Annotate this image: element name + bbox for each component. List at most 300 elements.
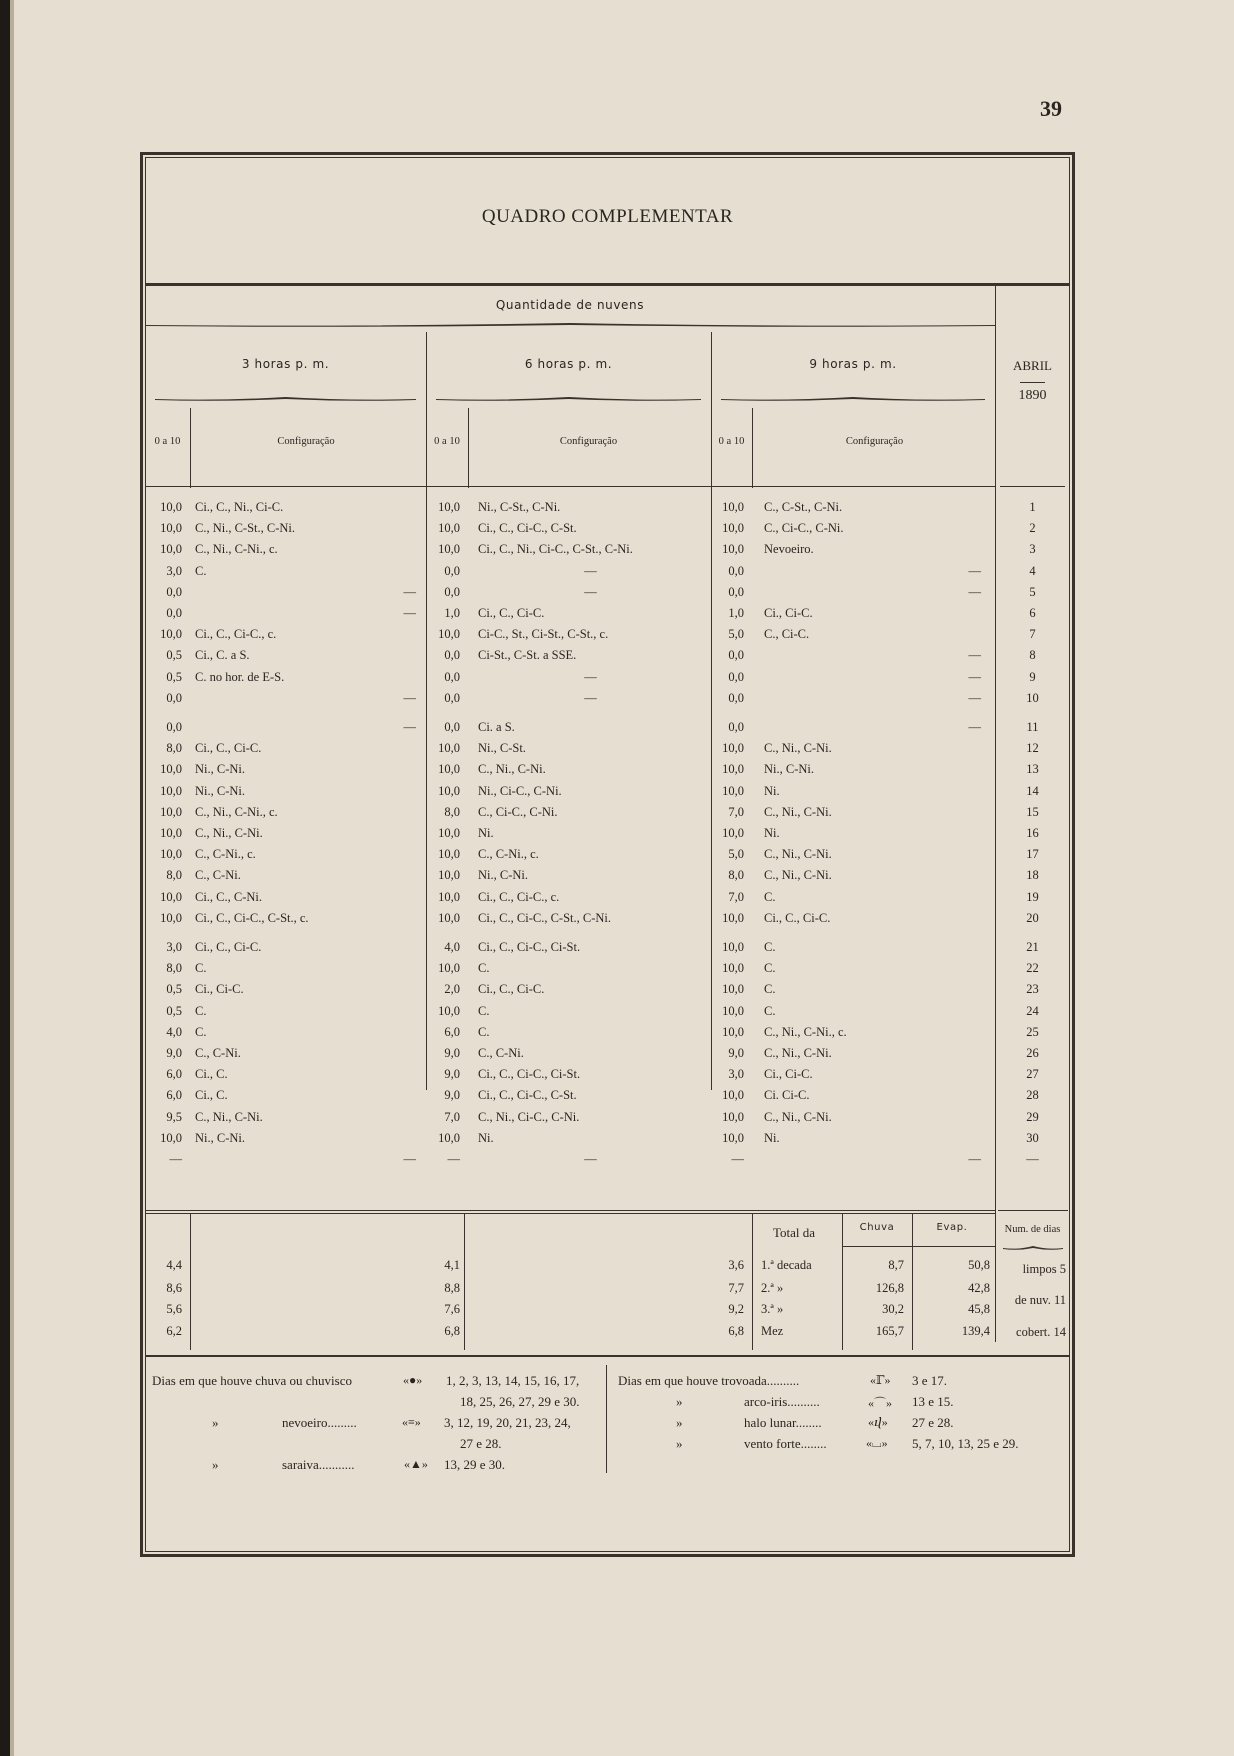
mean-9pm-4: 6,8 — [728, 1324, 744, 1338]
row-4-amount-3pm: 3,0 — [166, 563, 182, 578]
row-2-amount-3pm: 10,0 — [160, 521, 182, 536]
row-4-amount-9pm: 0,0 — [728, 563, 744, 578]
row-1-amount-6pm: 10,0 — [438, 500, 460, 514]
row-26-day: 26 — [1026, 1046, 1039, 1060]
fn-fog-days: 3, 12, 19, 20, 21, 23, 24, — [444, 1415, 571, 1430]
row-4-config-9pm: — — [968, 563, 981, 578]
totals-header-rule — [842, 1246, 995, 1247]
amount-col-header-1: 0 a 10 — [154, 436, 181, 447]
row-2-amount-9pm: 10,0 — [722, 521, 744, 536]
row-13-amount-6pm: 10,0 — [438, 762, 460, 777]
row-18-amount-9pm: 8,0 — [728, 868, 744, 883]
row-21-config-9pm: C. — [764, 940, 776, 954]
days-header: Num. de dias — [1004, 1224, 1061, 1235]
row-7-config-3pm: Ci., C., Ci-C., c. — [195, 627, 277, 642]
period-rule-tilde-1 — [155, 395, 416, 403]
row-9-config-9pm: — — [968, 669, 981, 684]
row-23-day: 23 — [1026, 982, 1039, 997]
row-25-day: 25 — [1026, 1024, 1039, 1039]
row-21-amount-6pm: 4,0 — [444, 940, 460, 954]
totals-row-2-chuva: 126,8 — [875, 1281, 904, 1295]
row-25-config-9pm: C., Ni., C-Ni., c. — [764, 1024, 847, 1039]
row-22-config-6pm: C. — [478, 961, 490, 976]
row-28-config-6pm: Ci., C., Ci-C., C-St. — [478, 1088, 577, 1103]
row-23-config-3pm: Ci., Ci-C. — [195, 982, 244, 997]
row-14-config-3pm: Ni., C-Ni. — [195, 783, 245, 798]
row-1-amount-3pm: 10,0 — [160, 500, 182, 514]
row-3-day: 3 — [1029, 542, 1036, 557]
row-16-amount-9pm: 10,0 — [722, 826, 744, 840]
row-23-config-9pm: C. — [764, 982, 776, 997]
row-22-amount-9pm: 10,0 — [722, 961, 744, 976]
row-6-amount-3pm: 0,0 — [166, 606, 182, 620]
row-29-config-3pm: C., Ni., C-Ni. — [195, 1109, 263, 1124]
footnote-divider — [606, 1365, 607, 1473]
row-15-amount-9pm: 7,0 — [728, 804, 744, 819]
row-11-config-3pm: — — [403, 720, 416, 734]
row-25-config-3pm: C. — [195, 1024, 207, 1039]
row-15-config-6pm: C., Ci-C., C-Ni. — [478, 804, 558, 819]
row-27-day: 27 — [1026, 1067, 1039, 1082]
row-27-amount-3pm: 6,0 — [166, 1067, 182, 1082]
row-10-amount-3pm: 0,0 — [166, 690, 182, 705]
row-25-config-6pm: C. — [478, 1024, 490, 1039]
mean-3pm-1: 4,4 — [166, 1258, 182, 1272]
row-27-config-3pm: Ci., C. — [195, 1067, 228, 1082]
totals-row-1-evap: 50,8 — [968, 1258, 990, 1272]
row-24-amount-6pm: 10,0 — [438, 1003, 460, 1018]
totals-row-4-chuva: 165,7 — [875, 1324, 904, 1338]
row-30-amount-6pm: 10,0 — [438, 1130, 460, 1145]
row-25-amount-3pm: 4,0 — [166, 1024, 182, 1039]
row-14-config-9pm: Ni. — [764, 783, 780, 798]
row-3-config-9pm: Nevoeiro. — [764, 542, 814, 557]
fn-thunder-label: Dias em que houve trovoada.......... — [618, 1373, 800, 1388]
fn-wind-prefix: » — [676, 1436, 683, 1451]
row-26-config-3pm: C., C-Ni. — [195, 1046, 241, 1060]
row-2-config-3pm: C., Ni., C-St., C-Ni. — [195, 521, 296, 536]
row-30-day: 30 — [1026, 1130, 1039, 1145]
group-header: Quantidade de nuvens — [495, 298, 645, 312]
row-10-amount-6pm: 0,0 — [444, 690, 460, 705]
subheader-rule — [145, 486, 995, 487]
row-26-amount-9pm: 9,0 — [728, 1046, 744, 1060]
row-10-config-3pm: — — [403, 690, 416, 705]
row-18-day: 18 — [1026, 868, 1039, 883]
page-title: QUADRO COMPLEMENTAR — [481, 206, 734, 227]
row-19-config-6pm: Ci., C., Ci-C., c. — [478, 889, 560, 904]
summary-rule-a6 — [464, 1214, 465, 1350]
row-4-config-3pm: C. — [195, 563, 207, 578]
row-7-amount-9pm: 5,0 — [728, 627, 744, 642]
row-15-config-9pm: C., Ni., C-Ni. — [764, 804, 832, 819]
totals-row-3-chuva: 30,2 — [882, 1302, 904, 1316]
row-4-day: 4 — [1029, 563, 1036, 578]
row-8-amount-3pm: 0,5 — [166, 648, 182, 663]
row-31-config-9pm: — — [968, 1152, 981, 1166]
fn-fog-days-2: 27 e 28. — [460, 1436, 502, 1451]
totals-row-3-evap: 45,8 — [968, 1302, 990, 1316]
mean-9pm-2: 7,7 — [728, 1281, 744, 1295]
amount-col-header-3: 0 a 10 — [718, 436, 745, 447]
fn-fog-label: nevoeiro......... — [282, 1415, 357, 1430]
row-12-amount-9pm: 10,0 — [722, 741, 744, 756]
row-1-config-6pm: Ni., C-St., C-Ni. — [478, 500, 561, 514]
row-16-amount-3pm: 10,0 — [160, 826, 182, 840]
row-26-config-6pm: C., C-Ni. — [478, 1046, 524, 1060]
row-17-amount-9pm: 5,0 — [728, 847, 744, 862]
row-14-amount-3pm: 10,0 — [160, 783, 182, 798]
config-col-header-2: Configuração — [559, 436, 618, 447]
row-26-amount-3pm: 9,0 — [166, 1046, 182, 1060]
row-21-amount-9pm: 10,0 — [722, 940, 744, 954]
fn-rain-label: Dias em que houve chuva ou chuvisco — [152, 1373, 353, 1388]
row-30-amount-9pm: 10,0 — [722, 1130, 744, 1145]
amount-col-rule-1 — [190, 408, 191, 488]
row-10-config-6pm: — — [584, 690, 597, 705]
row-17-amount-6pm: 10,0 — [438, 847, 460, 862]
row-28-amount-9pm: 10,0 — [722, 1088, 744, 1103]
fn-halo-label: halo lunar........ — [744, 1415, 822, 1430]
row-30-amount-3pm: 10,0 — [160, 1130, 182, 1145]
row-16-amount-6pm: 10,0 — [438, 826, 460, 840]
row-18-amount-6pm: 10,0 — [438, 868, 460, 883]
fn-thunder-symbol: «ℾ» — [870, 1373, 891, 1387]
fn-wind-symbol: «⌴» — [866, 1436, 888, 1450]
fn-rain-days: 1, 2, 3, 13, 14, 15, 16, 17, — [446, 1373, 580, 1388]
row-8-config-3pm: Ci., C. a S. — [195, 648, 250, 663]
row-22-amount-3pm: 8,0 — [166, 961, 182, 976]
period-header-3: 9 horas p. m. — [809, 357, 897, 371]
fn-rain-symbol: «●» — [403, 1373, 423, 1387]
row-6-amount-6pm: 1,0 — [444, 606, 460, 620]
mean-9pm-3: 9,2 — [728, 1302, 744, 1316]
totals-label-header: Total da — [772, 1225, 816, 1240]
row-16-config-9pm: Ni. — [764, 826, 780, 840]
row-23-amount-9pm: 10,0 — [722, 982, 744, 997]
page-binding-edge — [0, 0, 10, 1756]
row-14-day: 14 — [1026, 783, 1039, 798]
row-8-day: 8 — [1029, 648, 1036, 663]
mean-6pm-1: 4,1 — [444, 1258, 460, 1272]
summary-rule-a3 — [190, 1214, 191, 1350]
row-5-amount-9pm: 0,0 — [728, 584, 744, 599]
totals-row-3-label: 3.ª » — [761, 1302, 784, 1316]
row-22-config-9pm: C. — [764, 961, 776, 976]
fn-hail-prefix: » — [212, 1457, 219, 1472]
row-17-config-6pm: C., C-Ni., c. — [478, 847, 539, 862]
row-25-amount-6pm: 6,0 — [444, 1024, 460, 1039]
row-8-amount-6pm: 0,0 — [444, 648, 460, 663]
totals-evap-header: Evap. — [936, 1222, 968, 1233]
row-9-amount-6pm: 0,0 — [444, 669, 460, 684]
row-26-config-9pm: C., Ni., C-Ni. — [764, 1046, 832, 1060]
totals-row-1-label: 1.ª decada — [761, 1258, 812, 1272]
row-24-day: 24 — [1026, 1003, 1039, 1018]
row-12-config-3pm: Ci., C., Ci-C. — [195, 741, 262, 756]
row-17-config-3pm: C., C-Ni., c. — [195, 847, 256, 862]
mean-6pm-3: 7,6 — [444, 1302, 460, 1316]
row-12-config-9pm: C., Ni., C-Ni. — [764, 741, 832, 756]
row-15-config-3pm: C., Ni., C-Ni., c. — [195, 804, 278, 819]
row-30-config-9pm: Ni. — [764, 1130, 780, 1145]
row-19-amount-9pm: 7,0 — [728, 889, 744, 904]
totals-row-4-evap: 139,4 — [961, 1324, 990, 1338]
totals-row-4-label: Mez — [761, 1324, 784, 1338]
row-18-config-6pm: Ni., C-Ni. — [478, 868, 528, 883]
fn-rainbow-symbol: «⌒» — [868, 1396, 893, 1410]
row-19-day: 19 — [1026, 889, 1039, 904]
fn-rain-days-2: 18, 25, 26, 27, 29 e 30. — [460, 1394, 580, 1409]
row-24-config-6pm: C. — [478, 1003, 490, 1018]
fn-fog-prefix: » — [212, 1415, 219, 1430]
row-13-amount-3pm: 10,0 — [160, 762, 182, 777]
summary-rule-2 — [145, 1213, 995, 1214]
row-20-amount-6pm: 10,0 — [438, 910, 460, 925]
row-4-amount-6pm: 0,0 — [444, 563, 460, 578]
row-3-amount-9pm: 10,0 — [722, 542, 744, 557]
row-6-config-6pm: Ci., C., Ci-C. — [478, 606, 545, 620]
row-19-config-9pm: C. — [764, 889, 776, 904]
row-13-day: 13 — [1026, 762, 1039, 777]
row-29-day: 29 — [1026, 1109, 1039, 1124]
totals-row-2-evap: 42,8 — [968, 1281, 990, 1295]
row-22-amount-6pm: 10,0 — [438, 961, 460, 976]
mean-9pm-1: 3,6 — [728, 1258, 744, 1272]
mean-6pm-4: 6,8 — [444, 1324, 460, 1338]
row-17-amount-3pm: 10,0 — [160, 847, 182, 862]
row-22-day: 22 — [1026, 961, 1039, 976]
row-30-config-3pm: Ni., C-Ni. — [195, 1130, 245, 1145]
row-1-amount-9pm: 10,0 — [722, 500, 744, 514]
row-15-amount-3pm: 10,0 — [160, 804, 182, 819]
row-2-amount-6pm: 10,0 — [438, 521, 460, 536]
row-3-config-6pm: Ci., C., Ni., Ci-C., C-St., C-Ni. — [478, 542, 633, 557]
row-9-config-3pm: C. no hor. de E-S. — [195, 669, 285, 684]
row-23-amount-6pm: 2,0 — [444, 982, 460, 997]
row-16-day: 16 — [1026, 826, 1039, 840]
row-10-day: 10 — [1026, 690, 1039, 705]
row-29-amount-6pm: 7,0 — [444, 1109, 460, 1124]
row-7-amount-3pm: 10,0 — [160, 627, 182, 642]
summary-rule-a9 — [752, 1214, 753, 1350]
row-2-day: 2 — [1029, 521, 1036, 536]
row-1-config-9pm: C., C-St., C-Ni. — [764, 500, 843, 514]
fn-hail-days: 13, 29 e 30. — [444, 1457, 506, 1472]
month-rule — [1020, 382, 1045, 383]
row-24-amount-9pm: 10,0 — [722, 1003, 744, 1018]
row-24-config-3pm: C. — [195, 1003, 207, 1018]
row-26-amount-6pm: 9,0 — [444, 1046, 460, 1060]
row-7-config-6pm: Ci-C., St., Ci-St., C-St., c. — [478, 627, 609, 642]
row-14-amount-6pm: 10,0 — [438, 783, 460, 798]
row-18-amount-3pm: 8,0 — [166, 868, 182, 883]
row-28-amount-3pm: 6,0 — [166, 1088, 182, 1103]
table-bottom-rule — [145, 1355, 1070, 1357]
fn-fog-symbol: «≡» — [402, 1415, 421, 1429]
fn-rainbow-label: arco-iris.......... — [744, 1394, 820, 1409]
row-8-config-9pm: — — [968, 648, 981, 663]
summary-rule-1 — [145, 1210, 995, 1211]
group-header-rule — [145, 321, 995, 329]
row-29-config-6pm: C., Ni., Ci-C., C-Ni. — [478, 1109, 580, 1124]
fn-thunder-days: 3 e 17. — [912, 1373, 948, 1388]
row-20-amount-9pm: 10,0 — [722, 910, 744, 925]
row-21-config-3pm: Ci., C., Ci-C. — [195, 940, 262, 954]
row-20-config-6pm: Ci., C., Ci-C., C-St., C-Ni. — [478, 910, 612, 925]
row-21-config-6pm: Ci., C., Ci-C., Ci-St. — [478, 940, 581, 954]
row-2-config-6pm: Ci., C., Ci-C., C-St. — [478, 521, 577, 536]
row-6-amount-9pm: 1,0 — [728, 606, 744, 620]
subheader-rule-month — [1000, 486, 1065, 487]
row-27-config-9pm: Ci., Ci-C. — [764, 1067, 813, 1082]
row-28-config-9pm: Ci. Ci-C. — [764, 1088, 810, 1103]
row-7-config-9pm: C., Ci-C. — [764, 627, 810, 642]
row-21-day: 21 — [1026, 940, 1039, 954]
row-24-amount-3pm: 0,5 — [166, 1003, 182, 1018]
row-11-amount-3pm: 0,0 — [166, 720, 182, 734]
row-11-day: 11 — [1026, 720, 1039, 734]
amount-col-rule-3 — [752, 408, 753, 488]
header-rule-top-2 — [145, 285, 1070, 286]
mean-3pm-3: 5,6 — [166, 1302, 182, 1316]
row-15-day: 15 — [1026, 804, 1039, 819]
mean-3pm-4: 6,2 — [166, 1324, 182, 1338]
fn-rainbow-prefix: » — [676, 1394, 683, 1409]
row-13-config-3pm: Ni., C-Ni. — [195, 762, 245, 777]
fn-wind-label: vento forte........ — [744, 1436, 827, 1451]
days-cloudy: de nuv. 11 — [1014, 1293, 1066, 1307]
row-31-config-3pm: — — [403, 1152, 416, 1166]
row-10-amount-9pm: 0,0 — [728, 690, 744, 705]
fn-halo-days: 27 e 28. — [912, 1415, 954, 1430]
config-col-header-3: Configuração — [845, 436, 904, 447]
row-20-config-9pm: Ci., C., Ci-C. — [764, 910, 831, 925]
row-8-amount-9pm: 0,0 — [728, 648, 744, 663]
totals-row-1-chuva: 8,7 — [888, 1258, 904, 1272]
row-28-config-3pm: Ci., C. — [195, 1088, 228, 1103]
row-5-config-6pm: — — [584, 584, 597, 599]
mean-6pm-2: 8,8 — [444, 1281, 460, 1295]
row-5-config-3pm: — — [403, 584, 416, 599]
row-9-config-6pm: — — [584, 669, 597, 684]
fn-hail-label: saraiva........... — [282, 1457, 355, 1472]
row-28-day: 28 — [1026, 1088, 1039, 1103]
row-31-amount-6pm: — — [447, 1152, 460, 1166]
fn-halo-symbol: «ⴣ» — [868, 1415, 888, 1429]
row-5-amount-3pm: 0,0 — [166, 584, 182, 599]
row-3-config-3pm: C., Ni., C-Ni., c. — [195, 542, 278, 557]
row-2-config-9pm: C., Ci-C., C-Ni. — [764, 521, 844, 536]
row-14-amount-9pm: 10,0 — [722, 783, 744, 798]
row-23-config-6pm: Ci., C., Ci-C. — [478, 982, 545, 997]
row-19-config-3pm: Ci., C., C-Ni. — [195, 889, 263, 904]
row-8-config-6pm: Ci-St., C-St. a SSE. — [478, 648, 577, 663]
days-rule — [1003, 1244, 1063, 1252]
amount-col-header-2: 0 a 10 — [434, 436, 460, 447]
row-6-config-9pm: Ci., Ci-C. — [764, 606, 813, 620]
row-31-amount-3pm: — — [169, 1152, 182, 1166]
row-12-amount-6pm: 10,0 — [438, 741, 460, 756]
fn-hail-symbol: «▲» — [404, 1457, 428, 1471]
row-11-amount-6pm: 0,0 — [444, 720, 460, 734]
fn-rainbow-days: 13 e 15. — [912, 1394, 954, 1409]
row-6-config-3pm: — — [403, 606, 416, 620]
mean-3pm-2: 8,6 — [166, 1281, 182, 1295]
amount-col-rule-2 — [468, 408, 469, 488]
fn-halo-prefix: » — [676, 1415, 683, 1430]
row-1-day: 1 — [1029, 500, 1036, 514]
row-13-config-6pm: C., Ni., C-Ni. — [478, 762, 546, 777]
row-25-amount-9pm: 10,0 — [722, 1024, 744, 1039]
row-20-amount-3pm: 10,0 — [160, 910, 182, 925]
period-rule-tilde-3 — [721, 395, 985, 403]
row-27-amount-9pm: 3,0 — [728, 1067, 744, 1082]
row-4-config-6pm: — — [584, 563, 597, 578]
row-7-day: 7 — [1029, 627, 1036, 642]
row-27-amount-6pm: 9,0 — [444, 1067, 460, 1082]
row-3-amount-3pm: 10,0 — [160, 542, 182, 557]
row-9-day: 9 — [1029, 669, 1036, 684]
config-col-header-1: Configuração — [277, 436, 335, 447]
row-20-config-3pm: Ci., C., Ci-C., C-St., c. — [195, 910, 309, 925]
row-28-amount-6pm: 9,0 — [444, 1088, 460, 1103]
totals-chuva-header: Chuva — [859, 1222, 895, 1233]
row-22-config-3pm: C. — [195, 961, 207, 976]
row-15-amount-6pm: 8,0 — [444, 804, 460, 819]
row-11-config-9pm: — — [968, 720, 981, 734]
summary-rule-month — [998, 1210, 1068, 1211]
row-29-amount-9pm: 10,0 — [722, 1109, 744, 1124]
totals-row-2-label: 2.ª » — [761, 1281, 784, 1295]
row-16-config-3pm: C., Ni., C-Ni. — [195, 826, 263, 840]
row-18-config-3pm: C., C-Ni. — [195, 868, 241, 883]
row-17-config-9pm: C., Ni., C-Ni. — [764, 847, 832, 862]
row-23-amount-3pm: 0,5 — [166, 982, 182, 997]
row-3-amount-6pm: 10,0 — [438, 542, 460, 557]
days-clear: limpos 5 — [1022, 1262, 1066, 1276]
row-12-config-6pm: Ni., C-St. — [478, 741, 526, 756]
row-27-config-6pm: Ci., C., Ci-C., Ci-St. — [478, 1067, 581, 1082]
row-17-day: 17 — [1026, 847, 1039, 862]
row-31-day: — — [1026, 1152, 1039, 1166]
period-rule-tilde-2 — [436, 395, 701, 403]
row-13-amount-9pm: 10,0 — [722, 762, 744, 777]
row-30-config-6pm: Ni. — [478, 1130, 494, 1145]
period-header-2: 6 horas p. m. — [524, 357, 613, 371]
row-9-amount-3pm: 0,5 — [166, 669, 182, 684]
row-16-config-6pm: Ni. — [478, 826, 494, 840]
row-7-amount-6pm: 10,0 — [438, 627, 460, 642]
row-31-amount-9pm: — — [731, 1152, 744, 1166]
row-19-amount-3pm: 10,0 — [160, 889, 182, 904]
row-13-config-9pm: Ni., C-Ni. — [764, 762, 814, 777]
year-header: 1890 — [1018, 388, 1047, 403]
row-14-config-6pm: Ni., Ci-C., C-Ni. — [478, 783, 562, 798]
row-1-config-3pm: Ci., C., Ni., Ci-C. — [195, 500, 284, 514]
row-12-day: 12 — [1026, 741, 1039, 756]
row-18-config-9pm: C., Ni., C-Ni. — [764, 868, 832, 883]
row-10-config-9pm: — — [968, 690, 981, 705]
month-header: ABRIL — [1013, 358, 1052, 373]
fn-wind-days: 5, 7, 10, 13, 25 e 29. — [912, 1436, 1019, 1451]
page-binding-shadow — [10, 0, 14, 1756]
row-31-config-6pm: — — [584, 1152, 597, 1166]
row-19-amount-6pm: 10,0 — [438, 889, 460, 904]
days-overcast: cobert. 14 — [1016, 1325, 1066, 1339]
row-21-amount-3pm: 3,0 — [166, 940, 182, 954]
row-5-config-9pm: — — [968, 584, 981, 599]
